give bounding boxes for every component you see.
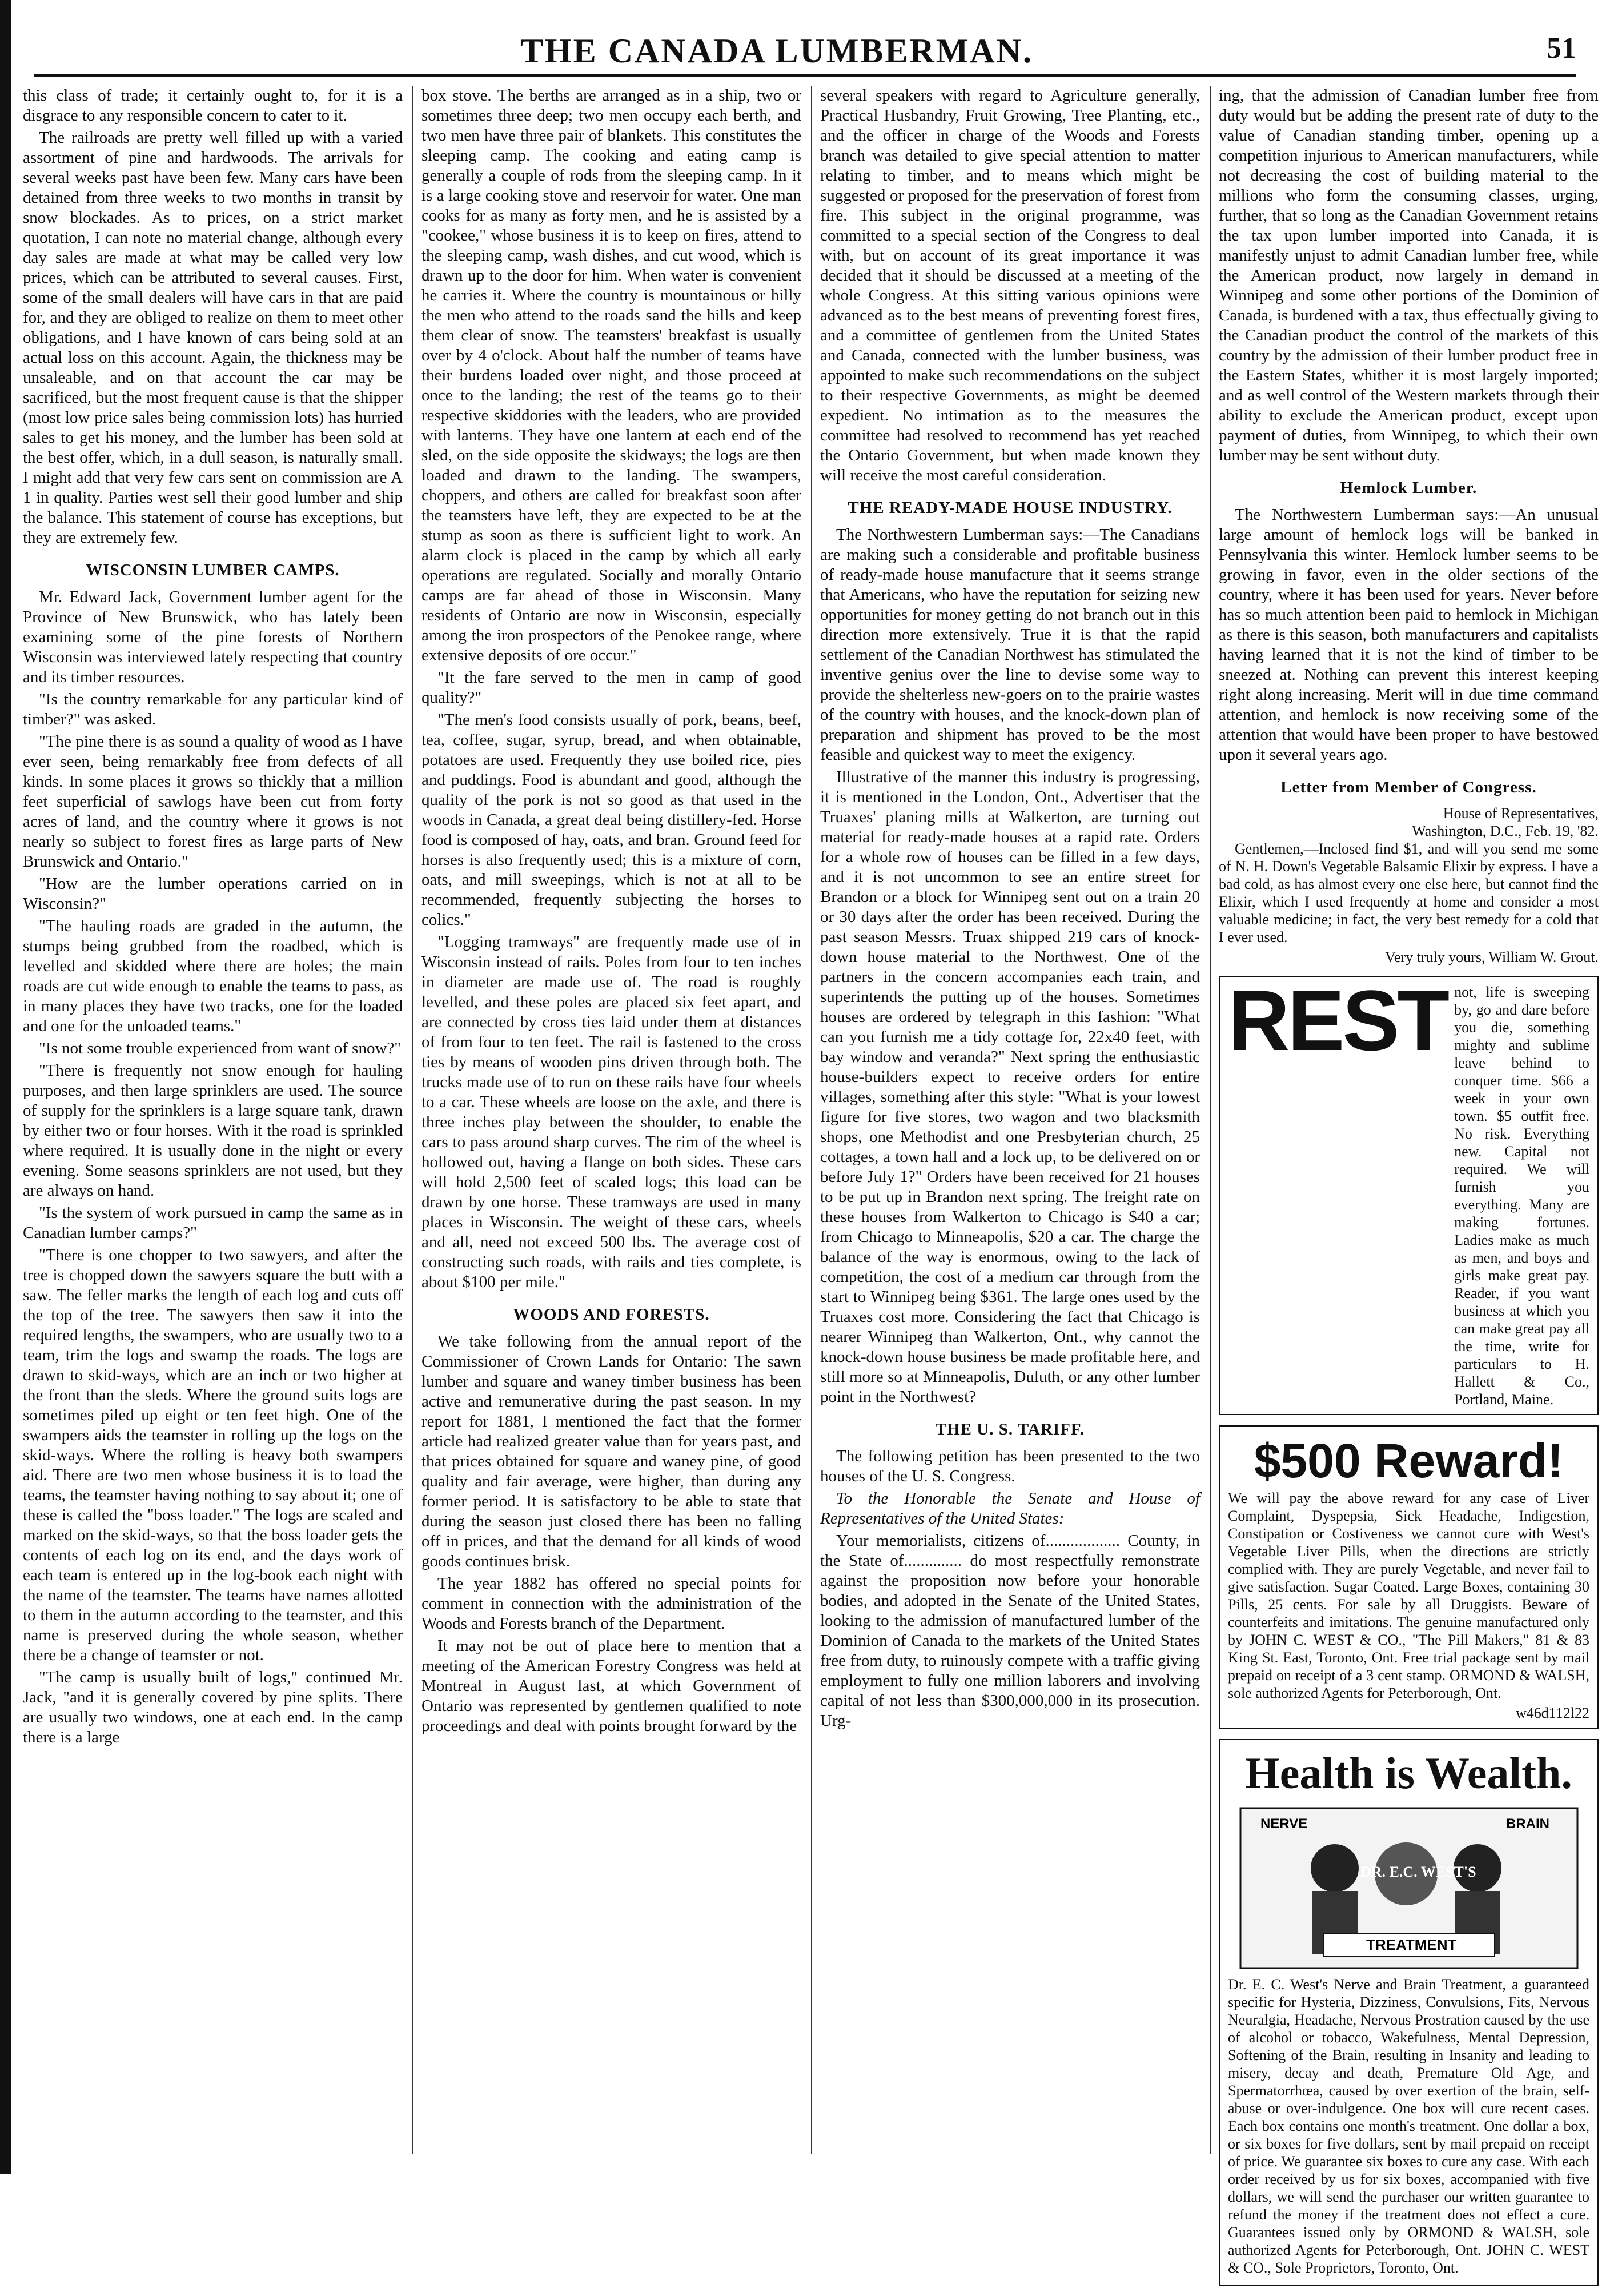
paragraph: We take following from the annual report of the Commissioner of Crown Lands for Ontario: The sawn lumber and square and waney timber business has been active and remunerative during the past season. In my report for 1881, I mentioned the fact that the former article had realized greater value than for years past, and that prices obtained for square and waney pine, of good quality and fair average, were higher, than during any former period. It is satisfactory to be able to state that during the season just closed there has been no falling off in prices, and that the demand for all kinds of wood goods continues brisk. bbox=[421, 1332, 801, 1570]
illus-treatment-label: TREATMENT bbox=[1366, 1936, 1456, 1953]
headline-hemlock: Hemlock Lumber. bbox=[1340, 479, 1478, 497]
paragraph: It may not be out of place here to mention that a meeting of the American Forestry Congress was held at Montreal in August last, at which Government of Ontario was represented by gentlemen qualified to note proceedings and deal with points brought forward by the bbox=[421, 1637, 801, 1735]
ad-illustration-svg bbox=[1238, 1805, 1580, 1971]
paragraph: The year 1882 has offered no special points for comment in connection with the administration of the Woods and Forests branch of the Department. bbox=[421, 1574, 801, 1633]
headline-wisconsin-camps: WISCONSIN LUMBER CAMPS. bbox=[86, 561, 340, 579]
headline-ready-made-house: THE READY-MADE HOUSE INDUSTRY. bbox=[848, 499, 1173, 517]
column-divider bbox=[412, 86, 413, 2154]
page-number: 51 bbox=[1547, 32, 1576, 65]
letter-body: Gentlemen,—Inclosed find $1, and will you send me some of N. H. Down's Vegetable Balsamic Elixir by express. I have a bad cold, as has almost every one else here, but cannot find the Elixir, which I used frequently at home and consider a most valuable medicine; in fact, the very best remedy for a cold that I ever used. bbox=[1219, 840, 1599, 945]
paragraph: box stove. The berths are arranged as in a ship, two or sometimes three deep; two men occupy each berth, and two men have three pair of blankets. This constitutes the sleeping camp. The cooking and eating camp is generally a couple of rods from the sleeping camp. In it is a large cooking stove and reservoir for water. One man cooks for as many as forty men, and he is assisted by a "cookee," whose business it is to keep on fires, attend to the sleeping camp, wash dishes, and cut wood, which is drawn up to the door for him. When water is convenient he carries it. Where the country is mountainous or hilly the men who attend to the roads sand the hills and keep them clear of snow. The teamsters' breakfast is usually over by 4 o'clock. About half the number of teams have their burdens loaded over night, and those proceed at once to the landing; the rest of the teams go to their respective skiddories with the leaders, who are provided with lanterns. They have one lantern at each end of the sled, on the side opposite the skidways; the logs are then loaded and drawn to the landing. The swampers, choppers, and others are called for breakfast soon after the teamsters have left, they are expected to be at the stump as soon as there is sufficient light to work. An alarm clock is placed in the camp by which all early operations are regulated. Socially and morally Ontario camps are far ahead of those in Wisconsin. Many residents of Ontario are now in Wisconsin, especially among the iron prospectors of the Penokee range, where extensive deposits of ore occur." bbox=[421, 86, 801, 664]
headline-woods-forests: WOODS AND FORESTS. bbox=[513, 1305, 710, 1324]
paragraph: "Logging tramways" are frequently made use of in Wisconsin instead of rails. Poles from four to ten inches in diameter are made use of. The road is roughly levelled, and these poles are placed six feet apart, and are connected by cross ties laid under them at distances of from four to ten feet. The rail is fastened to the cross ties by means of wooden pins driven through both. The trucks made use of to run on these rails have four wheels to a car. These wheels are loose on the axle, and there is three inches play between the shoulder, to enable the cars to pass around sharp curves. The rim of the wheel is hollowed out, having a flange on both sides. These cars will hold 2,500 feet of scaled logs; this load can be drawn by one horse. These tramways are used in many places in Wisconsin. The weight of these cars, wheels and all, need not exceed 500 lbs. The average cost of constructing such roads, with rails and ties complete, is about $100 per mile." bbox=[421, 933, 801, 1291]
letter-header-line: House of Representatives, bbox=[1443, 805, 1599, 822]
paragraph: "The men's food consists usually of pork, beans, beef, tea, coffee, sugar, syrup, bread, and when obtainable, potatoes are used. Frequently they use boiled rice, pies and puddings. Food is abundant and good, although the quality of the pork is not so good as that used in the woods in Canada, a great deal being distillery-fed. Horse food is composed of hay, oats, and bran. Ground feed for horses is also frequently used; this is a mixture of corn, oats, and mill sweepings, which is not at all to be recommended, frequently subjecting the horses to colics." bbox=[421, 711, 801, 929]
paragraph: "The camp is usually built of logs," continued Mr. Jack, "and it is generally covered by pine splits. There are usually two windows, one at each end. In the camp there is a large bbox=[23, 1668, 403, 1746]
paragraph: The following petition has been presented to the two houses of the U. S. Congress. bbox=[820, 1447, 1200, 1485]
paragraph: "Is the country remarkable for any particular kind of timber?" was asked. bbox=[23, 690, 403, 728]
paragraph: this class of trade; it certainly ought to, for it is a disgrace to any responsible concern to cater to it. bbox=[23, 86, 403, 125]
ad-health-heading: Health is Wealth. bbox=[1245, 1748, 1572, 1798]
paragraph: "How are the lumber operations carried on in Wisconsin?" bbox=[23, 875, 403, 913]
column-3 bbox=[820, 86, 1200, 1733]
column-4 bbox=[1219, 86, 1599, 2296]
ad-rest bbox=[1219, 972, 1599, 1415]
headline-letter-congress: Letter from Member of Congress. bbox=[1280, 778, 1537, 796]
letter bbox=[1219, 804, 1599, 966]
paragraph: Illustrative of the manner this industry is progressing, it is mentioned in the London, Ont., Advertiser that the Truaxes' planing mills at Walkerton, are turning out material for ready-made houses at a rapid rate. Orders for a whole row of houses can be filled in a few days, and it is not uncommon to see an entire street for Brandon or a block for Winnipeg sent out on a train 20 or 30 days after the order has been received. During the past season Messrs. Truax shipped 219 cars of knock-down house material to the Northwest. One of the partners in the concern accompanies each train, and superintends the putting up of the houses. Sometimes houses are ordered by telegraph in this fashion: "What can you furnish me a tidy cottage for, 22x40 feet, with bay window and veranda?" Next spring the enthusiastic house-builders expect to receive orders for entire villages, something after this style: "What is your lowest figure for five stores, two wagon and two blacksmith shops, one Methodist and one Presbyterian church, 25 cottages, a town hall and a lock up, to be delivered on or before July 1?" Orders have been received for 21 houses to be put up in Brandon next spring. The freight rate on these houses from Walkerton to Chicago is $40 a car; from Chicago to Minneapolis, $20 a car. The charge the balance of the way is enormous, owing to the lack of competition, the cost of a medium car through from the start to Winnipeg being $361. The large ones used by the Truaxes cost more. Considering the fact that Chicago is nearer Winnipeg than Walkerton, Ont., why cannot the knock-down house business be made profitable here, and still more so at Minneapolis, Duluth, or any other lumber point in the Northwest? bbox=[820, 768, 1200, 1406]
column-1 bbox=[23, 86, 403, 1750]
paragraph: Your memorialists, citizens of.................. County, in the State of.............. do most respectfully remonstrate against the proposition now before your honorable bodies, and adopted in the Senate of the United States, looking to the admission of manufactured lumber of the Dominion of Canada to the markets of the United States free from duty, to ruinously compete with a traffic giving employment to fully one million laborers and involving capital of not less than $300,000,000 in its prosecution. Urg- bbox=[820, 1532, 1200, 1730]
paragraph: "The pine there is as sound a quality of wood as I have ever seen, being remarkably free from defects of all kinds. In some places it grows so thickly that a million feet superficial of sawlogs have been cut from forty acres of land, and the country where it grows is not nearly so subject to forest fires as large parts of New Brunswick and Ontario." bbox=[23, 732, 403, 871]
ad-health bbox=[1219, 1739, 1599, 2286]
paragraph: ing, that the admission of Canadian lumber free from duty would but be adding the present rate of duty to the value of Canadian standing timber, opening up a competition injurious to American manufacturers, while not decreasing the cost of building material to the millions who form the consuming classes, urging, further, that so long as the Canadian Government retains the tax upon lumber imported into Canada, it is manifestly unjust to admit Canadian lumber free, while the American product, now largely in demand in Winnipeg and some other portions of the Dominion of Canada, is burdened with a tax, thus effectually giving to the Canadian product the control of the markets of this country by the admission of their lumber product free in the Eastern States, whither it is most largely imported; and as well control of the Western markets through their ability to exclude the American product, except upon payment of duties, from Winnipeg, to which their own lumber may be sent without duty. bbox=[1219, 86, 1599, 464]
paragraph: several speakers with regard to Agriculture generally, Practical Husbandry, Fruit Growing, Tree Planting, etc., and the officer in charge of the Woods and Forests branch was detailed to give special attention to matter relating to timber, and to means which might be suggested or proposed for the preservation of forest from fire. This subject in the original programme, was committed to a special section of the Congress to deal with, but on account of its great importance it was decided that it should be discussed at a meeting of the whole Congress. At this sitting various opinions were advanced as to the best means of preventing forest fires, and a committee of gentlemen from the United States and Canada, connected with the lumber business, was appointed to make such recommendations on the subject to their respective Governments, as might be deemed expedient. No intimation as to the measures the committee had resolved to recommend has yet reached the Ontario Government, but when made known they will receive the most careful consideration. bbox=[820, 86, 1200, 484]
paragraph: "The hauling roads are graded in the autumn, the stumps being grubbed from the roadbed, which is levelled and skidded where there are holes; the main roads are cut wide enough to enable the teams to pass, as in many places they have two tracks, one for the loaded and one for the unloaded teams." bbox=[23, 917, 403, 1035]
ad-rest-heading: REST bbox=[1228, 972, 1448, 1068]
column-divider bbox=[1210, 86, 1211, 2154]
letter-signature: Very truly yours, William W. Grout. bbox=[1384, 949, 1599, 965]
ad-reward-heading: $500 Reward! bbox=[1254, 1434, 1564, 1488]
paragraph: "It the fare served to the men in camp of good quality?" bbox=[421, 668, 801, 707]
masthead-title: THE CANADA LUMBERMAN. bbox=[520, 32, 1034, 70]
paragraph: The Northwestern Lumberman says:—An unusual large amount of hemlock logs will be banked in Pennsylvania this winter. Hemlock lumber seems to be growing in favor, even in the older sections of the country, where it has been used for years. Never before has so much attention been paid to hemlock in Michigan as there is this season, both manufacturers and capitalists having learned that it is not the kind of timber to be sneezed at. Nothing can prevent this interest keeping right along increasing. Merit will in due time command attention, and hemlock is now receiving some of the attention that would have been proper to have bestowed upon it several years ago. bbox=[1219, 506, 1599, 764]
paragraph: The railroads are pretty well filled up with a varied assortment of pine and hardwoods. The arrivals for several weeks past have been few. Many cars have been detained from three weeks to two months in transit by snow blockades. As to prices, on a strict market quotation, I can note no material change, although every day sales are made at what may be called very low prices, which can be attributed to several causes. First, some of the small dealers will have cars in that are paid for, and they are obliged to realize on them to meet other obligations, and I have known of cars being sold at an actual loss on this account. Again, the thickness may be unsaleable, and on that account the car may be sacrificed, but the most frequent cause is that the shipper (most low price sales being commission lots) has hurried sales to get his money, and the lumber has been sold at the best offer, which, in a dull season, is naturally small. I might add that very few cars sent on commission are A 1 in quality. Parties west sell their good lumber and ship the balance. This statement of course has exceptions, but they are extremely few. bbox=[23, 129, 403, 547]
illus-name-label: DR. E.C. WEST'S bbox=[1360, 1864, 1476, 1880]
ad-reward-code: w46d112l22 bbox=[1515, 1705, 1589, 1721]
paragraph: "Is the system of work pursued in camp the same as in Canadian lumber camps?" bbox=[23, 1204, 403, 1242]
ad-rest-text: not, life is sweeping by, go and dare before you die, something mighty and sublime leave behind to conquer time. $66 a week in your own town. $5 outfit free. No risk. Everything new. Capital not required. We will furnish you everything. Many are making fortunes. Ladies make as much as men, and boys and girls make great pay. Reader, if you want business at which you can make great pay all the time, write for particulars to H. Hallett & Co., Portland, Maine. bbox=[1454, 984, 1589, 1408]
ad-reward bbox=[1219, 1425, 1599, 1729]
paragraph: "Is not some trouble experienced from want of snow?" bbox=[39, 1039, 402, 1057]
ad-health-text: Dr. E. C. West's Nerve and Brain Treatment, a guaranteed specific for Hysteria, Dizziness, Convulsions, Fits, Nervous Neuralgia, Headache, Nervous Prostration caused by the use of alcohol or tobacco, Wakefulness, Mental Depression, Softening of the Brain, resulting in Insanity and leading to misery, decay and death, Premature Old Age, and Spermatorrhœa, caused by over exertion of the brain, self-abuse or over-indulgence. One box will cure recent cases. Each box contains one month's treatment. One dollar a box, or six boxes for five dollars, sent by mail prepaid on receipt of price. We guarantee six boxes to cure any case. With each order received by us for six boxes, accompanied with five dollars, we will send the purchaser our written guarantee to refund the money if the treatment does not effect a cure. Guarantees issued only by ORMOND & WALSH, sole authorized Agents for Peterborough, Ont. JOHN C. WEST & CO., Sole Proprietors, Toronto, Ont. bbox=[1228, 1976, 1589, 2276]
illus-nerve-label: NERVE bbox=[1260, 1816, 1307, 1832]
paragraph: The Northwestern Lumberman says:—The Canadians are making such a considerable and profitable business of ready-made house manufacture that it seems strange that Americans, who have the reputation for seizing new opportunities for money getting do not branch out in this direction more extensively. True it is that the rapid settlement of the Canadian Northwest has stimulated the inventive genius over the line to devise some way to provide the shelterless new-goers on to the prairie wastes of the country with houses, and the knock-down plan of preparation and shipment has proved to be the most feasible and quickest way to meet the exigency. bbox=[820, 526, 1200, 764]
paragraph: Mr. Edward Jack, Government lumber agent for the Province of New Brunswick, who has lately been examining some of the pine forests of Northern Wisconsin was interviewed lately respecting that country and its timber resources. bbox=[23, 588, 403, 686]
headline-us-tariff: THE U. S. TARIFF. bbox=[935, 1420, 1085, 1438]
scan-edge-bar bbox=[0, 0, 11, 2174]
ad-reward-text: We will pay the above reward for any case of Liver Complaint, Dyspepsia, Sick Headache, Indigestion, Constipation or Costiveness we cannot cure with West's Vegetable Liver Pills, when the directions are strictly complied with. They are purely Vegetable, and never fail to give satisfaction. Sugar Coated. Large Boxes, containing 30 Pills, 25 cents. For sale by all Druggists. Beware of counterfeits and imitations. The genuine manufactured only by JOHN C. WEST & CO., "The Pill Makers," 81 & 83 King St. East, Toronto, Ont. Free trial package sent by mail prepaid on receipt of a 3 cent stamp. ORMOND & WALSH, sole authorized Agents for Peterborough, Ont. bbox=[1228, 1490, 1589, 1701]
paragraph: "There is one chopper to two sawyers, and after the tree is chopped down the sawyers square the butt with a saw. The feller marks the length of each log and cuts off the top of the tree. The sawyers then saw it into the required lengths, the swampers, who are usually two to a team, trim the logs and swamp the roads. The logs are drawn to skid-ways, which are an inch or two higher at the front than the sleds. Where the ground suits logs are sometimes piled up eight or ten feet high. One of the swampers aids the teamster in rolling up the logs on the skid-ways. Where the rolling is heavy both swampers aid. There are two men whose business it is to load the teams, the teamster having nothing to say about it; one of these is called the "boss loader." The logs are scaled and marked on the skid-ways, so that the boss loader gets the contents of each log on its end, and the days work of each team is entered up in the log-book each night with the name of the teamster. The teams have names allotted to them in the autumn according to the teamster, and this name is preserved during the whole season, whether there be a change of teamster or not. bbox=[23, 1246, 403, 1664]
masthead-rule bbox=[34, 74, 1576, 77]
letter-header-line: Washington, D.C., Feb. 19, '82. bbox=[1412, 823, 1599, 839]
illus-brain-label: BRAIN bbox=[1505, 1816, 1549, 1832]
column-2 bbox=[421, 86, 801, 1738]
paragraph-italic: To the Honorable the Senate and House of Representatives of the United States: bbox=[820, 1489, 1200, 1528]
ad-illustration bbox=[1238, 1805, 1580, 1971]
paragraph: "There is frequently not snow enough for hauling purposes, and then large sprinklers are used. The source of supply for the sprinklers is a large square tank, drawn by either two or four horses. With it the road is sprinkled where required. It is usually done in the night or every evening. Some seasons sprinklers are not used, but they are always on hand. bbox=[23, 1061, 403, 1200]
column-divider bbox=[811, 86, 812, 2154]
